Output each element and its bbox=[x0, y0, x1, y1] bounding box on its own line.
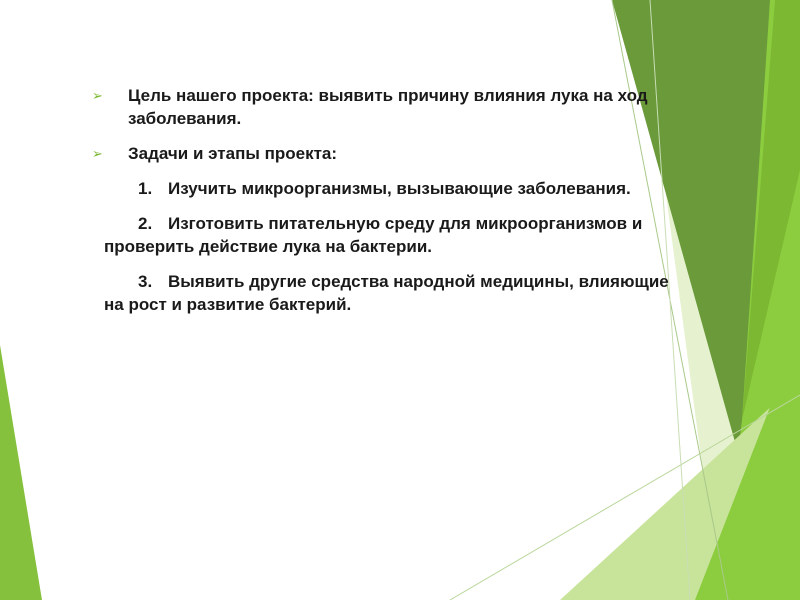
task-step-number: 3. bbox=[138, 272, 153, 291]
arrowhead-bullet-icon: ➢ bbox=[92, 146, 103, 161]
arrowhead-bullet-icon: ➢ bbox=[92, 88, 103, 103]
task-step-text: Изготовить питательную среду для микроорганизмов и проверить действие лука на бактерии. bbox=[104, 214, 643, 256]
task-step-2 bbox=[92, 212, 672, 258]
bullet-tasks-text: Задачи и этапы проекта: bbox=[128, 144, 338, 163]
left-green-triangle bbox=[0, 345, 42, 600]
task-step-text: Изучить микроорганизмы, вызывающие заболевания. bbox=[168, 179, 631, 198]
task-step-text: Выявить другие средства народной медицины, влияющие на рост и развитие бактерий. bbox=[104, 272, 669, 314]
slide-content bbox=[92, 84, 672, 328]
bullet-goal-text: Цель нашего проекта: выявить причину влияния лука на ход заболевания. bbox=[128, 86, 648, 128]
bullet-goal bbox=[92, 84, 672, 130]
task-step-1 bbox=[92, 177, 672, 200]
task-step-3 bbox=[92, 270, 672, 316]
task-step-number: 2. bbox=[138, 214, 153, 233]
bullet-tasks bbox=[92, 142, 672, 165]
task-step-number: 1. bbox=[138, 179, 153, 198]
